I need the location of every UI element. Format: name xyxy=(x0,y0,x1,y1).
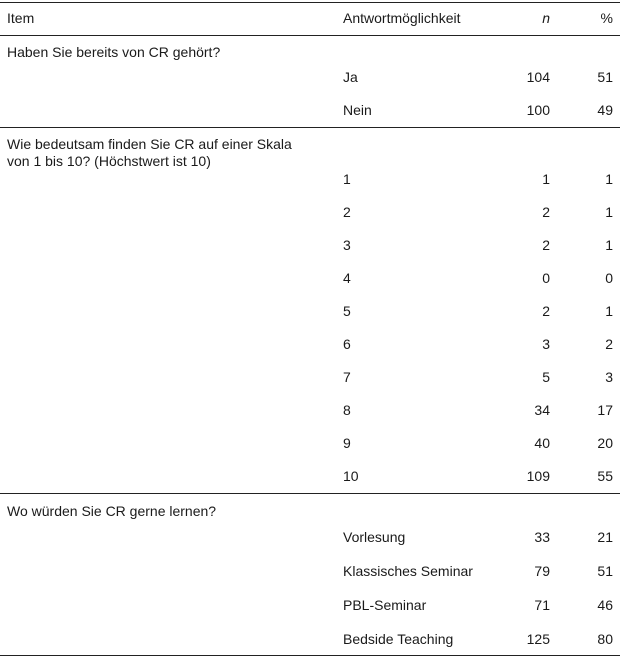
n-cell: 40 xyxy=(534,435,550,451)
n-cell: 2 xyxy=(542,204,550,220)
percent-cell: 51 xyxy=(597,69,613,85)
answer-cell: 2 xyxy=(343,204,351,220)
answer-cell: 6 xyxy=(343,336,351,352)
answer-cell: 7 xyxy=(343,369,351,385)
header-n: n xyxy=(542,10,550,26)
bottom-rule xyxy=(0,655,620,656)
percent-cell: 2 xyxy=(605,336,613,352)
question-2: Wie bedeutsam finden Sie CR auf einer Skala von 1 bis 10? (Höchstwert ist 10) xyxy=(7,136,292,169)
percent-cell: 1 xyxy=(605,237,613,253)
percent-cell: 1 xyxy=(605,171,613,187)
percent-cell: 1 xyxy=(605,303,613,319)
n-cell: 3 xyxy=(542,336,550,352)
section-1-rule xyxy=(0,127,620,128)
n-cell: 5 xyxy=(542,369,550,385)
n-cell: 33 xyxy=(534,529,550,545)
question-1: Haben Sie bereits von CR gehört? xyxy=(7,44,221,60)
answer-cell: 3 xyxy=(343,237,351,253)
answer-cell: Klassisches Seminar xyxy=(343,563,473,579)
n-cell: 2 xyxy=(542,237,550,253)
answer-cell: 10 xyxy=(343,468,359,484)
answer-cell: Bedside Teaching xyxy=(343,631,454,647)
answer-cell: 5 xyxy=(343,303,351,319)
percent-cell: 17 xyxy=(597,402,613,418)
percent-cell: 51 xyxy=(597,563,613,579)
n-cell: 2 xyxy=(542,303,550,319)
answer-cell: 1 xyxy=(343,171,351,187)
percent-cell: 55 xyxy=(597,468,613,484)
question-3: Wo würden Sie CR gerne lernen? xyxy=(7,503,217,519)
percent-cell: 21 xyxy=(597,529,613,545)
percent-cell: 1 xyxy=(605,204,613,220)
answer-cell: 4 xyxy=(343,270,351,286)
header-item: Item xyxy=(7,10,35,26)
header-percent: % xyxy=(600,10,613,26)
n-cell: 109 xyxy=(526,468,550,484)
answer-cell: Nein xyxy=(343,102,372,118)
percent-cell: 20 xyxy=(597,435,613,451)
section-2-rule xyxy=(0,493,620,494)
header-rule xyxy=(0,35,620,36)
answer-cell: Ja xyxy=(343,69,358,85)
top-rule xyxy=(0,2,620,3)
percent-cell: 80 xyxy=(597,631,613,647)
percent-cell: 0 xyxy=(605,270,613,286)
answer-cell: PBL-Seminar xyxy=(343,597,427,613)
n-cell: 125 xyxy=(526,631,550,647)
answer-cell: Vorlesung xyxy=(343,529,406,545)
n-cell: 34 xyxy=(534,402,550,418)
answer-cell: 9 xyxy=(343,435,351,451)
n-cell: 1 xyxy=(542,171,550,187)
n-cell: 79 xyxy=(534,563,550,579)
percent-cell: 46 xyxy=(597,597,613,613)
n-cell: 0 xyxy=(542,270,550,286)
header-answer: Antwortmöglichkeit xyxy=(343,10,461,26)
n-cell: 71 xyxy=(534,597,550,613)
n-cell: 100 xyxy=(526,102,550,118)
percent-cell: 49 xyxy=(597,102,613,118)
percent-cell: 3 xyxy=(605,369,613,385)
n-cell: 104 xyxy=(526,69,550,85)
answer-cell: 8 xyxy=(343,402,351,418)
